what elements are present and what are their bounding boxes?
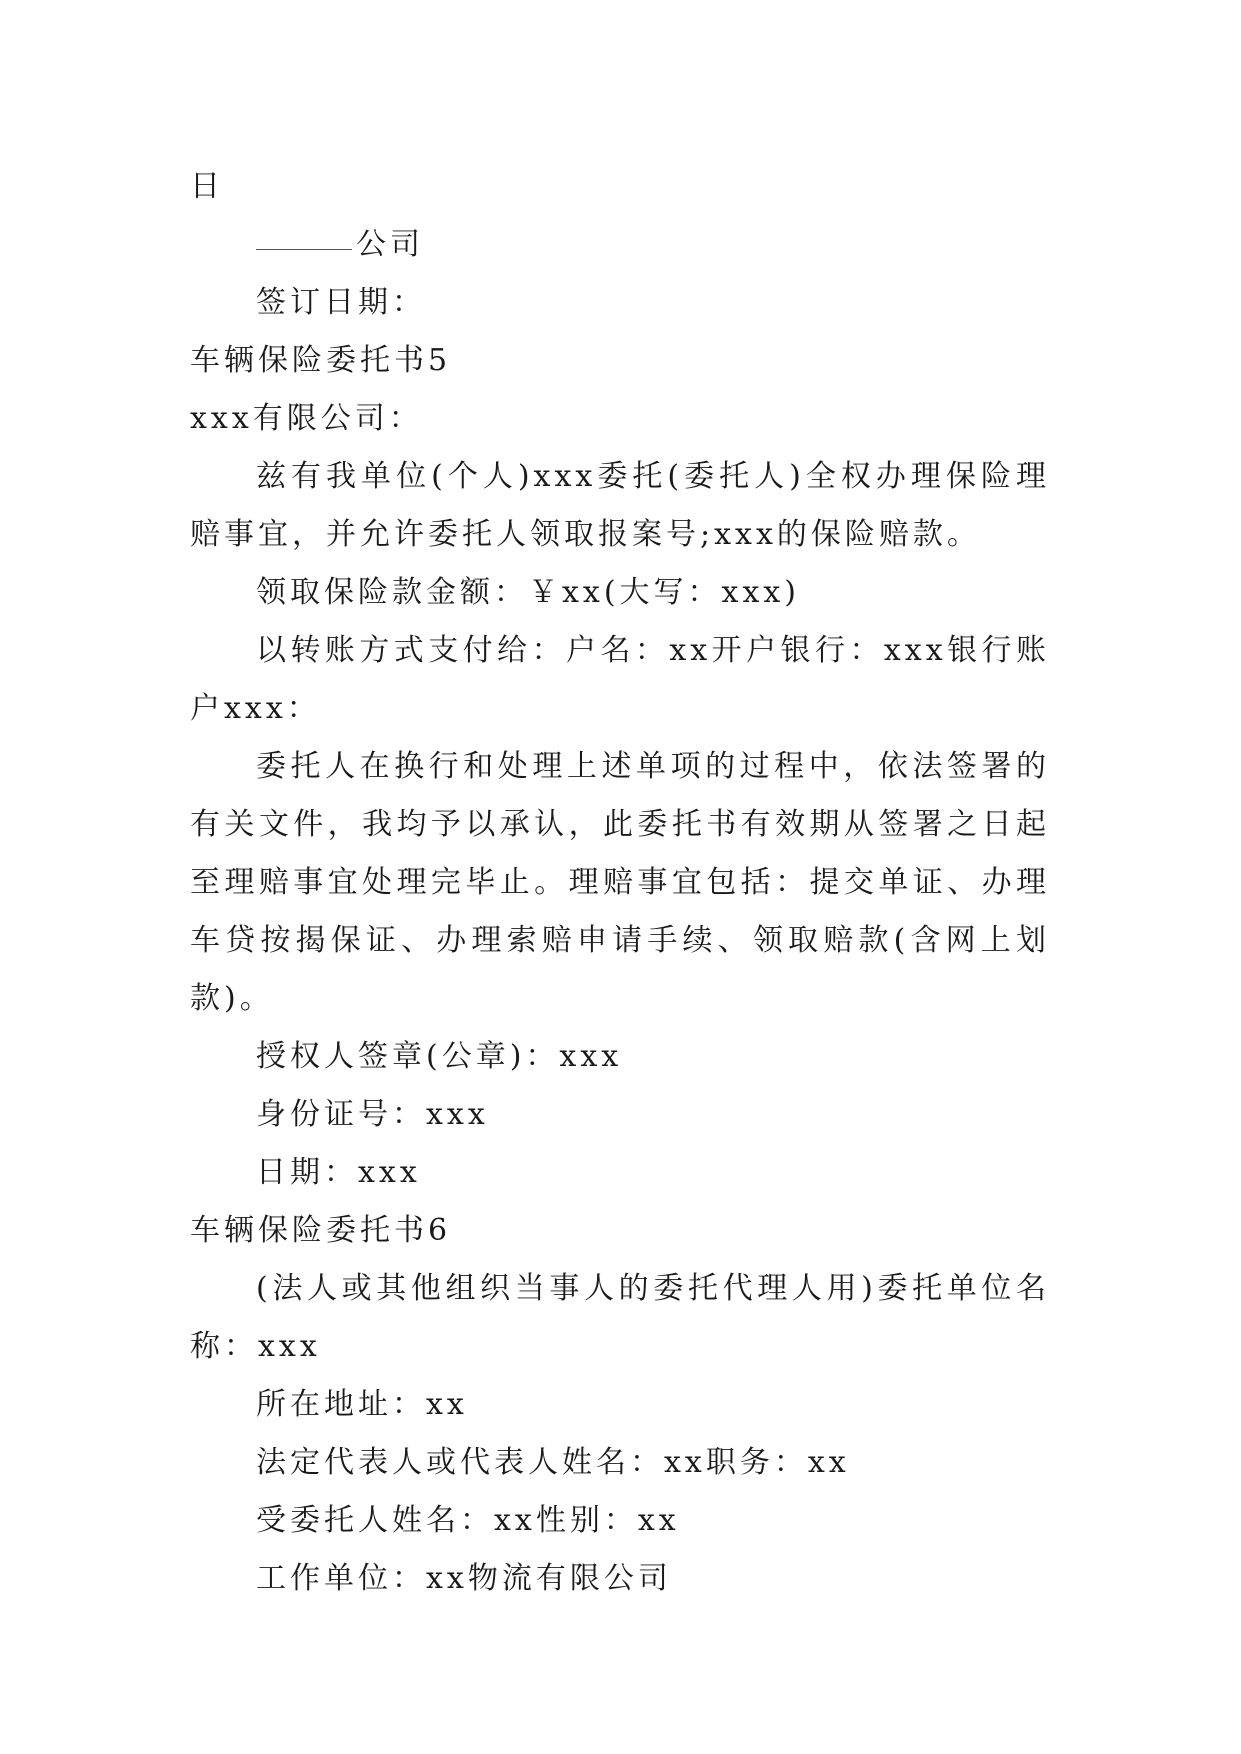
- authorization-paragraph: 兹有我单位(个人)xxx委托(委托人)全权办理保险理赔事宜，并允许委托人领取报案号;xxx的保险赔款。: [190, 459, 1050, 552]
- section-title-5: 车辆保险委托书5: [190, 343, 452, 378]
- agent-line: 受委托人姓名：xx性别：xx: [256, 1503, 680, 1538]
- id-number-line: 身份证号：xxx: [256, 1097, 489, 1132]
- document-body: [190, 158, 1050, 1608]
- company-signature-line: [190, 216, 1050, 274]
- amount-line: 领取保险款金额：￥xx(大写：xxx): [256, 575, 801, 610]
- entrusting-unit-paragraph: (法人或其他组织当事人的委托代理人用)委托单位名称：xxx: [190, 1271, 1050, 1364]
- recipient-line: xxx有限公司：: [190, 401, 423, 436]
- legal-representative-line: 法定代表人或代表人姓名：xx职务：xx: [256, 1445, 850, 1480]
- scope-paragraph: 委托人在换行和处理上述单项的过程中，依法签署的有关文件，我均予以承认，此委托书有效期从签署之日起至理赔事宜处理完毕止。理赔事宜包括：提交单证、办理车贷按揭保证、办理索赔申请手续、领取赔款(含网上划款)。: [190, 749, 1050, 1016]
- signer-line: 授权人签章(公章)：xxx: [256, 1039, 623, 1074]
- employer-line: 工作单位：xx物流有限公司: [256, 1561, 672, 1596]
- blank-underline: [256, 231, 352, 250]
- section-title-6: 车辆保险委托书6: [190, 1213, 452, 1248]
- date-line: 日期：xxx: [256, 1155, 421, 1190]
- signing-date-label: 签订日期：: [256, 285, 426, 320]
- date-fragment: 日: [190, 169, 224, 204]
- address-line: 所在地址：xx: [256, 1387, 468, 1422]
- transfer-paragraph: 以转账方式支付给：户名：xx开户银行：xxx银行账户xxx：: [190, 633, 1050, 726]
- company-signature-label: 公司: [356, 227, 424, 262]
